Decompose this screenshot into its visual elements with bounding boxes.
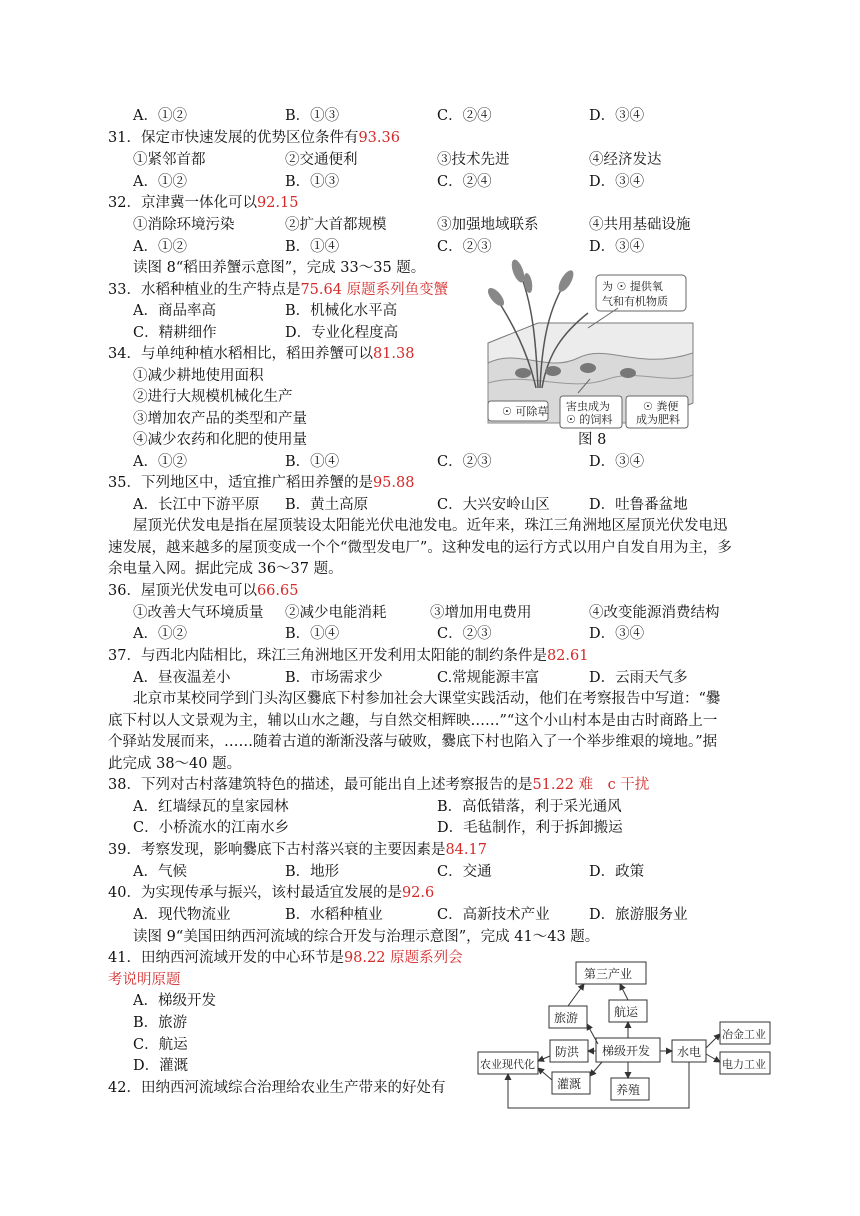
figure-8-label-top-2: 气和有机物质 bbox=[602, 295, 668, 308]
fig9-hydro: 水电 bbox=[677, 1045, 702, 1059]
q31-option-b: B．①③ bbox=[285, 174, 340, 190]
q37-option-b: B．市场需求少 bbox=[285, 670, 383, 686]
q32-stem: 32．京津冀一体化可以92.15 bbox=[108, 195, 299, 211]
q34-item-4: ④减少农药和化肥的使用量 bbox=[133, 432, 307, 448]
q33-stem: 33．水稻种植业的生产特点是75.64 原题系列鱼变蟹 bbox=[108, 282, 449, 298]
fig9-metal: 冶金工业 bbox=[722, 1028, 766, 1041]
figure-9-tennessee-diagram bbox=[474, 958, 774, 1118]
figure-8-label-feed-1: 害虫成为 bbox=[566, 400, 610, 413]
q31-item-4: ④经济发达 bbox=[589, 152, 662, 168]
figure-8-label-top-1: 为 ☉ 提供氧 bbox=[602, 280, 663, 293]
q38-option-b: B．高低错落，利于采光通风 bbox=[437, 799, 622, 815]
figure-8-label-feed-2: ☉ 的饲料 bbox=[566, 413, 613, 426]
q35-option-a: A．长江中下游平原 bbox=[133, 497, 260, 513]
fig9-breed: 养殖 bbox=[616, 1083, 641, 1097]
q41-score: 98.22 原题系列会 bbox=[343, 950, 463, 966]
q41-option-d: D．灌溉 bbox=[133, 1058, 189, 1074]
q38-stem: 38．下列对古村落建筑特色的描述，最可能出自上述考察报告的是51.22 难 c 干扰 bbox=[108, 777, 650, 793]
passage-38-line-3: 个驿站发展而来，……随着古道的渐渐没落与破败，爨底下村也陷入了一个举步维艰的境地。”据 bbox=[108, 734, 718, 750]
fig9-flood: 防洪 bbox=[555, 1045, 580, 1059]
q37-score: 82.61 bbox=[546, 648, 589, 664]
fig9-power: 电力工业 bbox=[722, 1058, 766, 1071]
q36-score: 66.65 bbox=[256, 583, 299, 599]
q35-option-b: B．黄土高原 bbox=[285, 497, 369, 513]
q31-item-2: ②交通便利 bbox=[285, 152, 358, 168]
q40-stem: 40．为实现传承与振兴，该村最适宜发展的是92.6 bbox=[108, 885, 435, 901]
q34-option-a: A．①② bbox=[133, 454, 187, 470]
passage-36-line-1: 屋顶光伏发电是指在屋顶装设太阳能光伏电池发电。近年来，珠江三角洲地区屋顶光伏发电迅 bbox=[133, 518, 728, 534]
q36-option-c: C．②③ bbox=[437, 626, 492, 642]
q40-option-b: B．水稻种植业 bbox=[285, 907, 383, 923]
q30-option-d: D．③④ bbox=[589, 108, 645, 124]
fig9-tertiary: 第三产业 bbox=[584, 967, 633, 981]
q35-option-d: D．吐鲁番盆地 bbox=[589, 497, 688, 513]
figure-8-label-fert-2: 成为肥料 bbox=[636, 413, 680, 426]
q40-option-a: A．现代物流业 bbox=[133, 907, 231, 923]
q34-item-3: ③增加农产品的类型和产量 bbox=[133, 411, 307, 427]
q31-stem: 31．保定市快速发展的优势区位条件有93.36 bbox=[108, 130, 400, 146]
q33-score: 75.64 原题系列鱼变蟹 bbox=[300, 282, 449, 298]
q41-stem: 41．田纳西河流域开发的中心环节是98.22 原题系列会 bbox=[108, 950, 463, 966]
q41-score-note: 考说明原题 bbox=[108, 972, 181, 988]
figure-8-label-fert-1: ☉ 粪便 bbox=[643, 400, 679, 413]
q41-option-b: B．旅游 bbox=[133, 1015, 188, 1031]
q34-option-d: D．③④ bbox=[589, 454, 645, 470]
figure-9-intro: 读图 9“美国田纳西河流域的综合开发与治理示意图”，完成 41～43 题。 bbox=[133, 929, 600, 945]
q38-option-a: A．红墙绿瓦的皇家园林 bbox=[133, 799, 289, 815]
q34-option-c: C．②③ bbox=[437, 454, 492, 470]
q37-stem: 37．与西北内陆相比，珠江三角洲地区开发利用太阳能的制约条件是82.61 bbox=[108, 648, 589, 664]
q36-item-2: ②减少电能消耗 bbox=[285, 605, 387, 621]
fig9-shipping: 航运 bbox=[614, 1005, 639, 1019]
q31-option-d: D．③④ bbox=[589, 174, 645, 190]
figure-8-caption: 图 8 bbox=[578, 432, 607, 448]
q39-score: 84.17 bbox=[445, 842, 487, 858]
q31-item-1: ①紧邻首都 bbox=[133, 152, 206, 168]
q30-option-a: A．①② bbox=[133, 108, 187, 124]
fig9-tourism: 旅游 bbox=[554, 1011, 579, 1025]
q39-option-c: C．交通 bbox=[437, 864, 492, 880]
q37-option-a: A．昼夜温差小 bbox=[133, 670, 231, 686]
passage-36-line-3: 余电量入网。据此完成 36～37 题。 bbox=[108, 561, 343, 577]
passage-38-line-1: 北京市某校同学到门头沟区爨底下村参加社会大课堂实践活动，他们在考察报告中写道：“爨 bbox=[133, 691, 721, 707]
passage-38-line-4: 此完成 38～40 题。 bbox=[108, 756, 242, 772]
q32-option-b: B．①④ bbox=[285, 239, 340, 255]
q36-option-b: B．①④ bbox=[285, 626, 340, 642]
q34-item-1: ①减少耕地使用面积 bbox=[133, 368, 264, 384]
q32-option-a: A．①② bbox=[133, 239, 187, 255]
q37-option-d: D．云雨天气多 bbox=[589, 670, 688, 686]
fig9-cascade: 梯级开发 bbox=[602, 1044, 651, 1058]
q34-option-b: B．①④ bbox=[285, 454, 340, 470]
fig9-agri: 农业现代化 bbox=[480, 1058, 535, 1071]
q41-option-a: A．梯级开发 bbox=[133, 993, 216, 1009]
q30-option-c: C．②④ bbox=[437, 108, 492, 124]
q35-score: 95.88 bbox=[372, 475, 415, 491]
q41-option-c: C．航运 bbox=[133, 1037, 188, 1053]
q35-option-c: C．大兴安岭山区 bbox=[437, 497, 550, 513]
q32-item-4: ④共用基础设施 bbox=[589, 217, 691, 233]
q42-stem: 42．田纳西河流域综合治理给农业生产带来的好处有 bbox=[108, 1080, 446, 1096]
q35-stem: 35．下列地区中，适宜推广稻田养蟹的是95.88 bbox=[108, 475, 415, 491]
q36-item-3: ③增加用电费用 bbox=[430, 605, 532, 621]
q33-option-a: A．商品率高 bbox=[133, 303, 216, 319]
q37-option-c: C.常规能源丰富 bbox=[437, 670, 540, 686]
q40-score: 92.6 bbox=[401, 885, 435, 901]
q32-item-3: ③加强地域联系 bbox=[437, 217, 539, 233]
q34-item-2: ②进行大规模机械化生产 bbox=[133, 389, 293, 405]
fig9-irrig: 灌溉 bbox=[557, 1077, 582, 1091]
q39-stem: 39．考察发现，影响爨底下古村落兴衰的主要因素是84.17 bbox=[108, 842, 487, 858]
q31-option-c: C．②④ bbox=[437, 174, 492, 190]
q33-option-d: D．专业化程度高 bbox=[285, 325, 399, 341]
q38-option-d: D．毛毡制作，利于拆卸搬运 bbox=[437, 820, 623, 836]
q33-option-b: B．机械化水平高 bbox=[285, 303, 398, 319]
q31-score: 93.36 bbox=[358, 130, 400, 146]
q36-stem: 36．屋顶光伏发电可以66.65 bbox=[108, 583, 299, 599]
q38-score: 51.22 难 c 干扰 bbox=[532, 777, 650, 793]
q36-option-a: A．①② bbox=[133, 626, 187, 642]
q39-option-a: A．气候 bbox=[133, 864, 187, 880]
q36-item-1: ①改善大气环境质量 bbox=[133, 605, 264, 621]
q36-option-d: D．③④ bbox=[589, 626, 645, 642]
figure-8-rice-crab-diagram bbox=[478, 253, 698, 453]
q31-item-3: ③技术先进 bbox=[437, 152, 510, 168]
q31-option-a: A．①② bbox=[133, 174, 187, 190]
q32-score: 92.15 bbox=[256, 195, 299, 211]
q36-item-4: ④改变能源消费结构 bbox=[589, 605, 720, 621]
q40-option-c: C．高新技术产业 bbox=[437, 907, 550, 923]
q34-score: 81.38 bbox=[372, 346, 415, 362]
q39-option-d: D．政策 bbox=[589, 864, 645, 880]
q32-option-c: C．②③ bbox=[437, 239, 492, 255]
q30-option-b: B．①③ bbox=[285, 108, 340, 124]
figure-8-label-weed: ☉ 可除草 bbox=[502, 405, 549, 418]
q34-stem: 34．与单纯种植水稻相比，稻田养蟹可以81.38 bbox=[108, 346, 415, 362]
q38-option-c: C．小桥流水的江南水乡 bbox=[133, 820, 290, 836]
q32-option-d: D．③④ bbox=[589, 239, 645, 255]
q40-option-d: D．旅游服务业 bbox=[589, 907, 688, 923]
q32-item-2: ②扩大首都规模 bbox=[285, 217, 387, 233]
q32-item-1: ①消除环境污染 bbox=[133, 217, 235, 233]
passage-36-line-2: 速发展，越来越多的屋顶变成一个个“微型发电厂”。这种发电的运行方式以用户自发自用为主，多 bbox=[108, 540, 732, 556]
passage-38-line-2: 底下村以人文景观为主，辅以山水之趣，与自然交相辉映……”“这个小山村本是由古时商路上一 bbox=[108, 713, 718, 729]
figure-8-intro: 读图 8“稻田养蟹示意图”，完成 33～35 题。 bbox=[133, 260, 426, 276]
q33-option-c: C．精耕细作 bbox=[133, 325, 217, 341]
q39-option-b: B．地形 bbox=[285, 864, 340, 880]
